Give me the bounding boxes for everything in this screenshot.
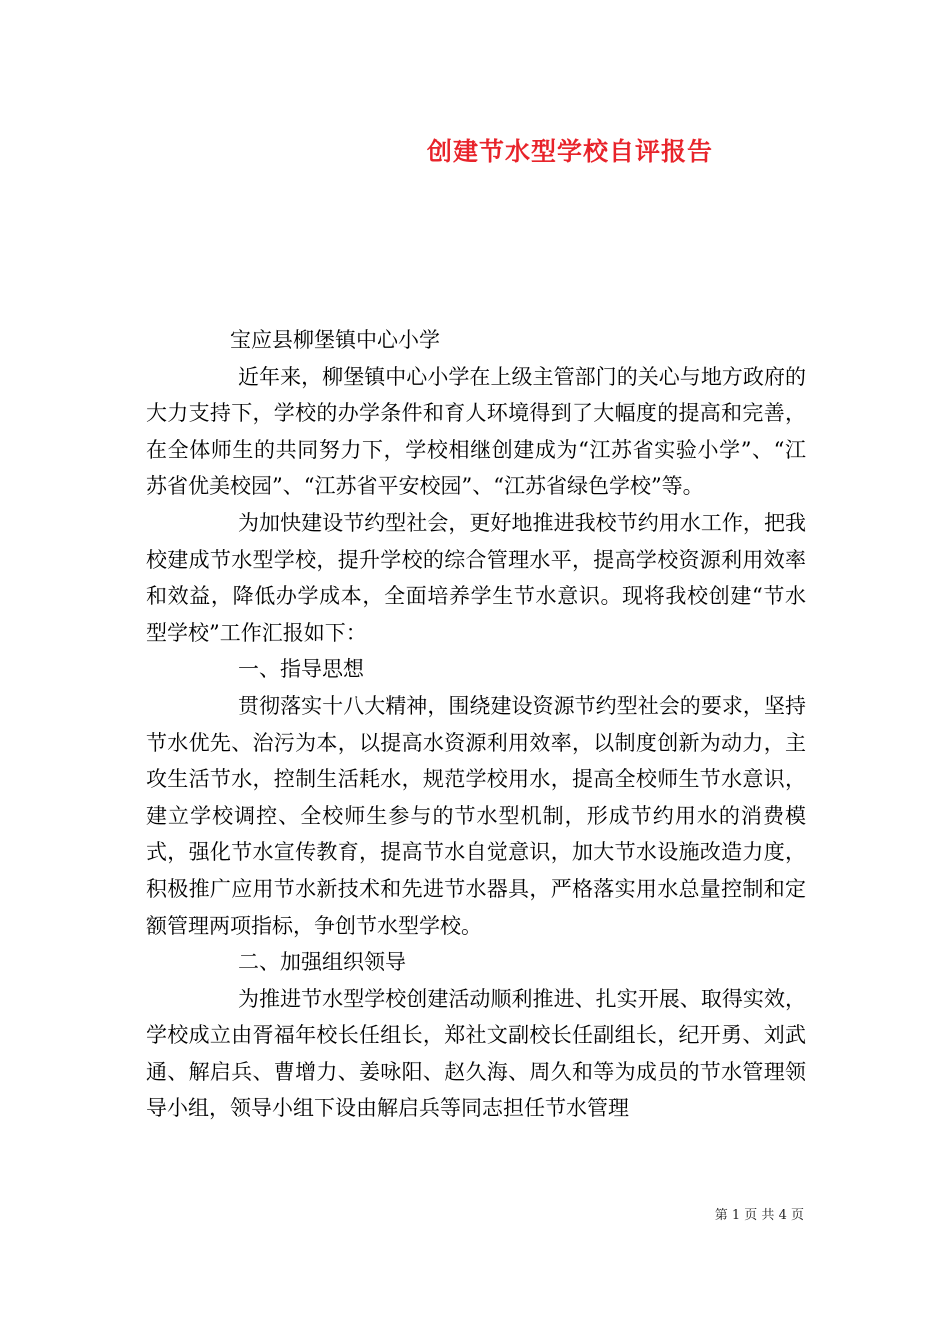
paragraph-purpose: 为加快建设节约型社会，更好地推进我校节约用水工作，把我校建成节水型学校，提升学校的综合管理水平，提高学校资源利用效率和效益，降低办学成本，全面培养学生节水意识。现将我校创建“节水型学校”工作汇报如下： — [146, 510, 806, 645]
footer-total-pages: 4 — [778, 1208, 787, 1223]
paragraph-guiding-thought: 贯彻落实十八大精神，围绕建设资源节约型社会的要求，坚持节水优先、治污为本，以提高水资源利用效率，以制度创新为动力，主攻生活节水，控制生活耗水，规范学校用水，提高全校师生节水意识，建立学校调控、全校师生参与的节水型机制，形成节约用水的消费模式，强化节水宣传教育，提高节水自觉意识，加大节水设施改造力度，积极推广应用节水新技术和先进节水器具，严格落实用水总量控制和定额管理两项指标，争创节水型学校。 — [146, 693, 806, 938]
footer-page-number: 1 — [731, 1208, 741, 1223]
footer-middle: 页 共 — [744, 1208, 775, 1223]
page-footer — [715, 1204, 804, 1223]
document-body — [146, 322, 806, 1127]
author-line: 宝应县柳堡镇中心小学 — [230, 328, 440, 352]
paragraph-intro: 近年来，柳堡镇中心小学在上级主管部门的关心与地方政府的大力支持下，学校的办学条件和育人环境得到了大幅度的提高和完善，在全体师生的共同努力下，学校相继创建成为“江苏省实验小学”、“江苏省优美校园”、“江苏省平安校园”、“江苏省绿色学校”等。 — [146, 364, 806, 499]
section-heading-organization: 二、加强组织领导 — [238, 950, 406, 975]
paragraph-organization: 为推进节水型学校创建活动顺利推进、扎实开展、取得实效，学校成立由胥福年校长任组长，郑社文副校长任副组长，纪开勇、刘武通、解启兵、曹增力、姜咏阳、赵久海、周久和等为成员的节水管理领导小组，领导小组下设由解启兵等同志担任节水管理 — [146, 986, 806, 1121]
footer-suffix: 页 — [790, 1208, 804, 1223]
document-title: 创建节水型学校自评报告 — [426, 137, 713, 166]
section-heading-guiding-thought: 一、指导思想 — [238, 657, 364, 682]
footer-prefix: 第 — [714, 1208, 728, 1223]
